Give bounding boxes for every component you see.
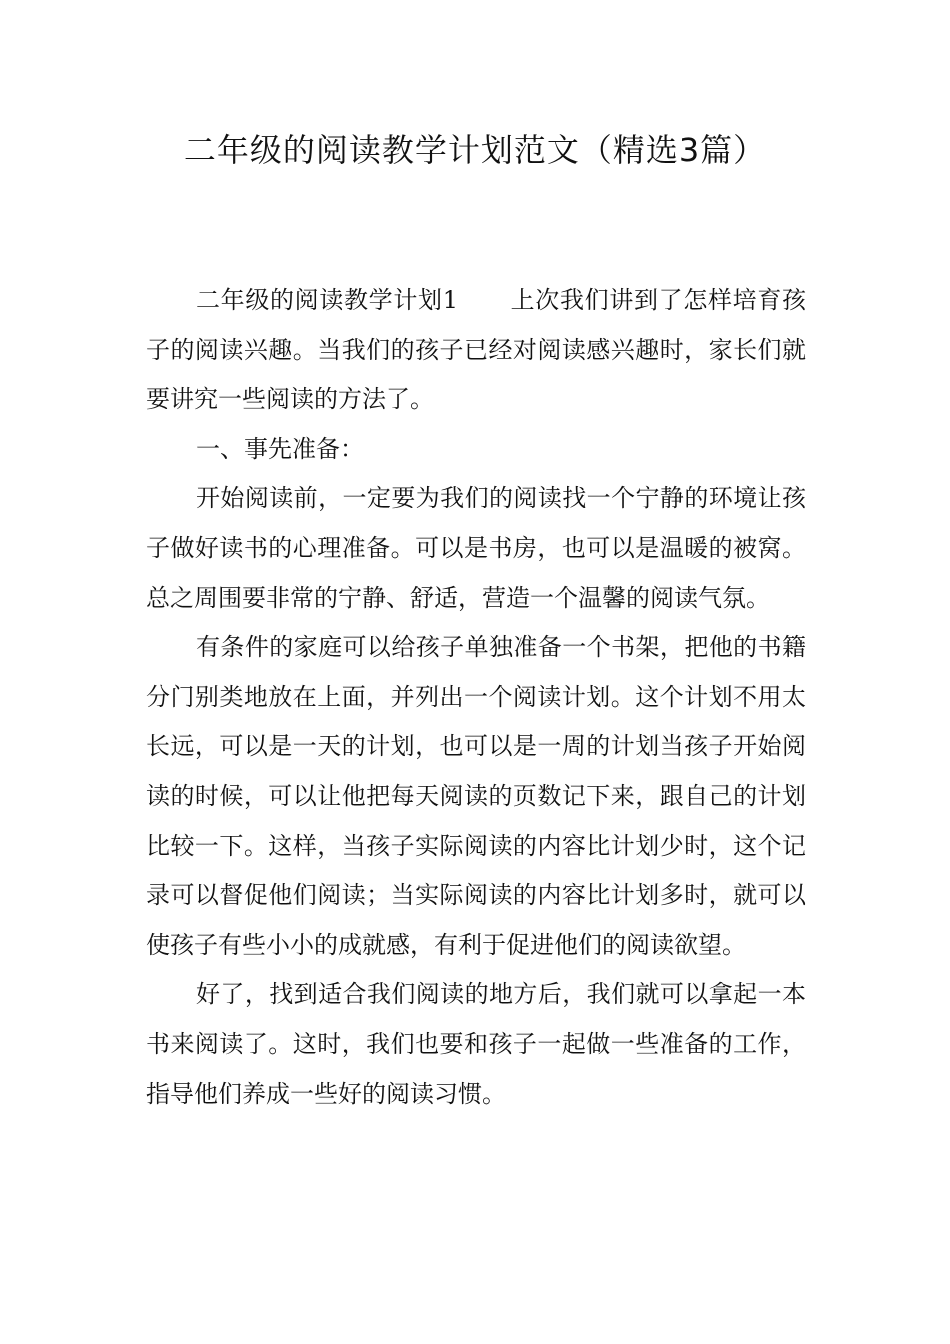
document-title: 二年级的阅读教学计划范文（精选3篇）	[183, 131, 767, 169]
paragraph-subheading-preparation: 一、事先准备：	[196, 434, 364, 463]
paragraph-intro	[146, 276, 806, 425]
paragraph-bookshelf-plan: 有条件的家庭可以给孩子单独准备一个书架，把他的书籍分门别类地放在上面，并列出一个阅读计划。这个计划不用太长远，可以是一天的计划，也可以是一周的计划当孩子开始阅读的时候，可以让他把每天阅读的页数记下来，跟自己的计划比较一下。这样，当孩子实际阅读的内容比计划少时，这个记录可以督促他们阅读；当实际阅读的内容比计划多时，就可以使孩子有些小小的成就感，有利于促进他们的阅读欲望。	[146, 633, 806, 959]
paragraph-reading-habits: 好了，找到适合我们阅读的地方后，我们就可以拿起一本书来阅读了。这时，我们也要和孩子一起做一些准备的工作，指导他们养成一些好的阅读习惯。	[146, 980, 806, 1108]
document-body	[146, 276, 806, 1119]
paragraph-environment: 开始阅读前，一定要为我们的阅读找一个宁静的环境让孩子做好读书的心理准备。可以是书房，也可以是温暖的被窝。总之周围要非常的宁静、舒适，营造一个温馨的阅读气氛。	[146, 484, 806, 612]
paragraph-intro-text: 上次我们讲到了怎样培育孩子的阅读兴趣。当我们的孩子已经对阅读感兴趣时，家长们就要讲究一些阅读的方法了。	[146, 286, 806, 414]
section-heading-plan-1: 二年级的阅读教学计划1	[196, 286, 458, 314]
